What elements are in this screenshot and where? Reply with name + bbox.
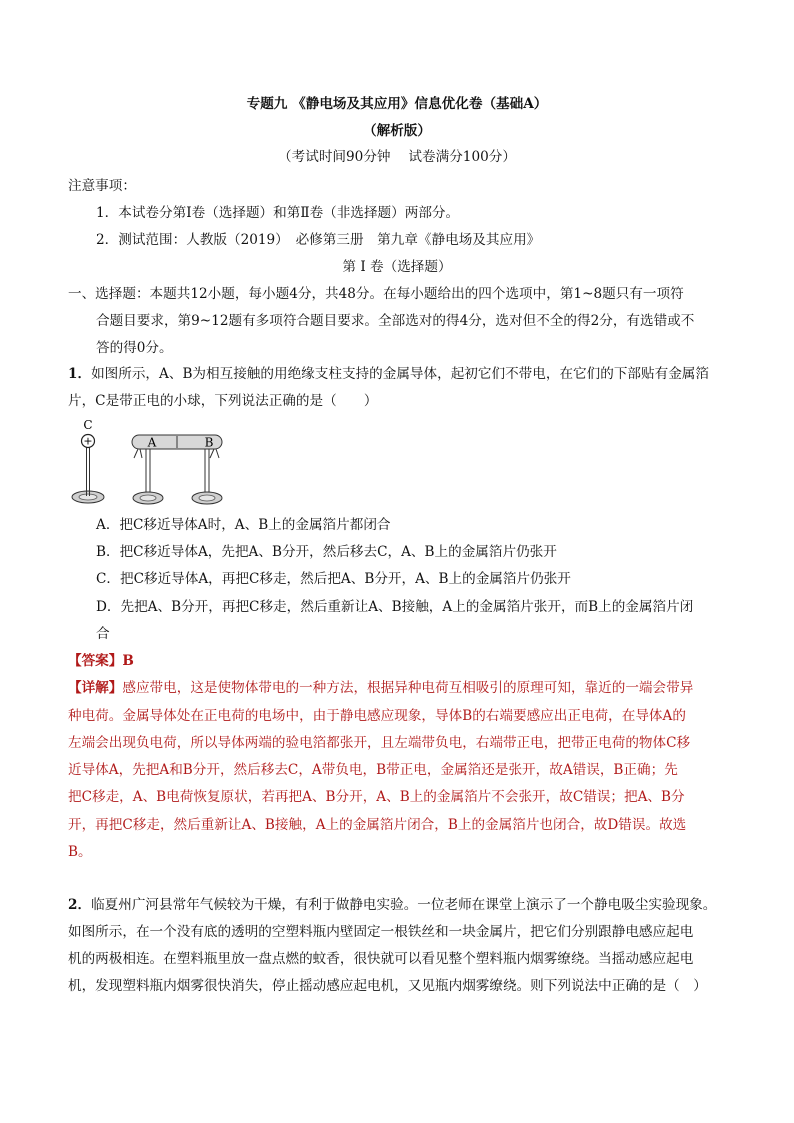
option-d: D．先把A、B分开，再把C移走，然后重新让A、B接触，A上的金属箔片张开，而B上的金属箔片闭 [96, 599, 694, 615]
question-2-stem [68, 895, 716, 915]
notes-item: 1．本试卷分第Ⅰ卷（选择题）和第Ⅱ卷（非选择题）两部分。 [96, 205, 460, 221]
page-subtitle: （解析版） [363, 123, 431, 139]
question-2-stem-cont: 如图所示，在一个没有底的透明的空塑料瓶内壁固定一根铁丝和一块金属片，把它们分别跟静电感应起电 [68, 924, 694, 940]
question-number: 2． [68, 897, 92, 913]
page-title: 专题九 《静电场及其应用》信息优化卷（基础A） [246, 96, 548, 112]
detail-line [68, 678, 693, 698]
detail-line: B。 [68, 844, 92, 860]
detail-text: 感应带电，这是使物体带电的一种方法，根据异种电荷互相吸引的原理可知，靠近的一端会带异 [122, 680, 694, 696]
option-c: C．把C移近导体A，再把C移走，然后把A、B分开，A、B上的金属箔片仍张开 [96, 571, 571, 587]
stand-a [133, 449, 163, 504]
section-instructions: 答的得0分。 [96, 340, 173, 356]
label-b: B [204, 435, 214, 450]
detail-line: 近导体A，先把A和B分开，然后移去C，A带负电，B带正电，金属箔还是张开，故A错误，B正确；先 [68, 762, 678, 778]
section-instructions: 一、选择题：本题共12小题，每小题4分，共48分。在每小题给出的四个选项中，第1~8题只有一项符 [68, 286, 684, 302]
detail-line: 把C移走，A、B电荷恢复原状，若再把A、B分开，A、B上的金属箔片不会张开，故C错误；把A、B分 [68, 789, 685, 805]
notes-heading: 注意事项： [68, 178, 136, 194]
question-number: 1． [68, 366, 92, 382]
answer-value: B [122, 653, 134, 669]
notes-item: 2．测试范围：人教版（2019） 必修第三册 第九章《静电场及其应用》 [96, 232, 541, 248]
label-c: C [83, 418, 93, 432]
answer-line [68, 651, 134, 671]
electroscope-figure [68, 418, 238, 510]
option-d-cont: 合 [96, 626, 110, 642]
question-2-stem-cont: 机的两极相连。在塑料瓶里放一盘点燃的蚊香，很快就可以看见整个塑料瓶内烟雾缭绕。当摇动感应起电 [68, 951, 694, 967]
answer-label: 【答案】 [68, 653, 123, 669]
question-2-stem-cont: 机，发现塑料瓶内烟雾很快消失，停止摇动感应起电机，又见瓶内烟雾缭绕。则下列说法中正确的是（ ） [68, 978, 707, 994]
foil-b [210, 449, 219, 458]
detail-label: 【详解】 [68, 680, 123, 696]
option-b: B．把C移近导体A，先把A、B分开，然后移去C，A、B上的金属箔片仍张开 [96, 544, 557, 560]
option-a: A．把C移近导体A时，A、B上的金属箔片都闭合 [96, 517, 391, 533]
question-1-stem [68, 364, 709, 384]
question-text: 临夏州广河县常年气候较为干燥，有利于做静电实验。一位老师在课堂上演示了一个静电吸尘实验现象。 [91, 897, 717, 913]
foil-a [134, 449, 142, 458]
exam-info: （考试时间90分钟 试卷满分100分） [278, 149, 516, 165]
detail-line: 种电荷。金属导体处在正电荷的电场中，由于静电感应现象，导体B的右端要感应出正电荷，在导体A的 [68, 708, 686, 724]
stand-b [192, 449, 222, 504]
section-instructions: 合题目要求，第9~12题有多项符合题目要求。全部选对的得4分，选对但不全的得2分，有选错或不 [96, 313, 695, 329]
detail-line: 开，再把C移走，然后重新让A、B接触，A上的金属箔片闭合，B上的金属箔片也闭合，故D错误。故选 [68, 817, 687, 833]
section-title: 第 Ⅰ 卷（选择题） [342, 259, 452, 275]
question-1-stem-cont: 片，C是带正电的小球，下列说法正确的是（ ） [68, 393, 378, 409]
positive-charge-sign: + [83, 434, 93, 448]
question-text: 如图所示，A、B为相互接触的用绝缘支柱支持的金属导体，起初它们不带电，在它们的下部贴有金属箔 [91, 366, 709, 382]
detail-line: 左端会出现负电荷，所以导体两端的验电箔都张开，且左端带负电，右端带正电，把带正电荷的物体C移 [68, 735, 691, 751]
label-a: A [147, 435, 157, 450]
